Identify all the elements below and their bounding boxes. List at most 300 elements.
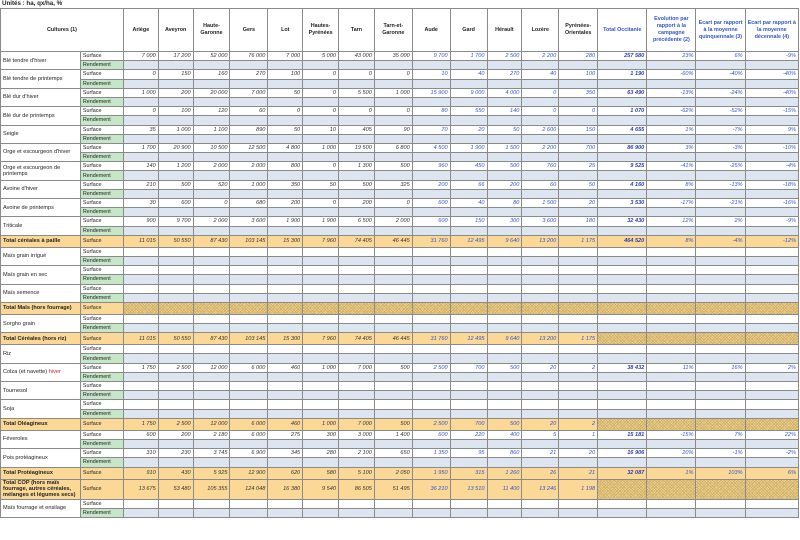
- empty-cell: [696, 499, 745, 508]
- value-cell: 6 500: [339, 217, 375, 226]
- empty-cell: [647, 302, 696, 314]
- value-cell: 9 700: [412, 52, 450, 61]
- value-cell: -4%: [696, 235, 745, 247]
- surface-label: Surface: [80, 333, 123, 345]
- empty-cell: [193, 302, 230, 314]
- empty-cell: [745, 345, 798, 354]
- crop-row: [1, 382, 799, 391]
- empty-cell: [158, 284, 193, 293]
- value-cell: 1 175: [559, 235, 598, 247]
- rendement-cell: [412, 293, 450, 302]
- rendement-label: Rendement: [80, 171, 123, 180]
- value-cell: 1 175: [559, 333, 598, 345]
- value-cell: 910: [123, 467, 158, 479]
- value-cell: 1 750: [123, 363, 158, 372]
- empty-cell: [745, 314, 798, 323]
- empty-cell: [339, 266, 375, 275]
- empty-cell: [303, 400, 339, 409]
- rendement-cell: [230, 354, 268, 363]
- empty-cell: [647, 247, 696, 256]
- empty-cell: [374, 266, 412, 275]
- value-cell: 50 550: [158, 333, 193, 345]
- rendement-cell: [412, 391, 450, 400]
- value-cell: 87 430: [193, 333, 230, 345]
- rendement-cell: [268, 458, 303, 467]
- rendement-cell: [559, 153, 598, 162]
- rendement-cell: [487, 208, 522, 217]
- rendement-cell: [647, 391, 696, 400]
- value-cell: 4 655: [598, 125, 647, 134]
- empty-cell: [450, 302, 487, 314]
- crop-name-text: Blé dur d'hiver: [3, 94, 39, 101]
- value-cell: 80: [487, 199, 522, 208]
- surface-label: Surface: [80, 235, 123, 247]
- rendement-cell: [230, 171, 268, 180]
- crop-row: [1, 125, 799, 134]
- rendement-cell: [230, 372, 268, 381]
- empty-cell: [158, 345, 193, 354]
- value-cell: 150: [158, 70, 193, 79]
- value-cell: 1 070: [598, 107, 647, 116]
- rendement-cell: [559, 354, 598, 363]
- empty-cell: [647, 479, 696, 499]
- header-dept: Gers: [230, 9, 268, 52]
- rendement-cell: [647, 97, 696, 106]
- value-cell: -24%: [696, 88, 745, 97]
- crop-row: [1, 52, 799, 61]
- crop-name-text: Soja: [3, 406, 15, 413]
- value-cell: 1 000: [158, 125, 193, 134]
- rendement-cell: [647, 61, 696, 70]
- value-cell: 280: [303, 449, 339, 458]
- value-cell: 50: [268, 125, 303, 134]
- rendement-row: [1, 208, 799, 217]
- rendement-cell: [487, 275, 522, 284]
- rendement-cell: [158, 171, 193, 180]
- crop-name: [1, 107, 81, 125]
- value-cell: 12 900: [230, 467, 268, 479]
- value-cell: 6 800: [374, 143, 412, 152]
- value-cell: 12 495: [450, 235, 487, 247]
- value-cell: 500: [374, 162, 412, 171]
- rendement-cell: [412, 409, 450, 418]
- value-cell: 21: [522, 449, 559, 458]
- empty-cell: [487, 400, 522, 409]
- rendement-cell: [487, 439, 522, 448]
- empty-cell: [123, 345, 158, 354]
- rendement-cell: [522, 409, 559, 418]
- value-cell: 40: [450, 70, 487, 79]
- rendement-cell: [696, 293, 745, 302]
- rendement-cell: [193, 275, 230, 284]
- value-cell: 1 750: [123, 418, 158, 430]
- rendement-cell: [598, 208, 647, 217]
- surface-label: Surface: [80, 382, 123, 391]
- rendement-cell: [696, 354, 745, 363]
- rendement-cell: [559, 97, 598, 106]
- value-cell: 12 000: [193, 418, 230, 430]
- value-cell: 0: [559, 107, 598, 116]
- value-cell: 1 200: [158, 162, 193, 171]
- crop-row: [1, 266, 799, 275]
- rendement-cell: [303, 208, 339, 217]
- rendement-cell: [123, 439, 158, 448]
- total-row: [1, 479, 799, 499]
- value-cell: 7 000: [268, 52, 303, 61]
- value-cell: 2 600: [522, 125, 559, 134]
- rendement-cell: [339, 226, 375, 235]
- rendement-cell: [487, 293, 522, 302]
- value-cell: 43 000: [339, 52, 375, 61]
- rendement-cell: [230, 275, 268, 284]
- empty-cell: [522, 266, 559, 275]
- crop-name-text: Avoine d'hiver: [3, 186, 38, 193]
- rendement-cell: [696, 208, 745, 217]
- rendement-cell: [647, 79, 696, 88]
- empty-cell: [450, 284, 487, 293]
- header-dept: Tarn: [339, 9, 375, 52]
- rendement-cell: [745, 372, 798, 381]
- value-cell: -10%: [745, 143, 798, 152]
- rendement-cell: [158, 508, 193, 517]
- rendement-cell: [559, 116, 598, 125]
- surface-label: Surface: [80, 217, 123, 226]
- empty-cell: [487, 314, 522, 323]
- value-cell: 16 906: [598, 449, 647, 458]
- value-cell: 600: [412, 430, 450, 439]
- empty-cell: [598, 400, 647, 409]
- rendement-cell: [745, 275, 798, 284]
- empty-cell: [158, 314, 193, 323]
- rendement-cell: [268, 256, 303, 265]
- surface-label: Surface: [80, 314, 123, 323]
- value-cell: 16%: [696, 363, 745, 372]
- value-cell: 5 000: [303, 52, 339, 61]
- header-total: Total Occitanie: [598, 9, 647, 52]
- crop-row: [1, 499, 799, 508]
- value-cell: 0: [522, 107, 559, 116]
- value-cell: 7 000: [339, 418, 375, 430]
- crop-name: [1, 314, 81, 332]
- rendement-cell: [522, 116, 559, 125]
- rendement-cell: [339, 508, 375, 517]
- rendement-cell: [230, 153, 268, 162]
- rendement-cell: [745, 293, 798, 302]
- rendement-cell: [268, 293, 303, 302]
- rendement-cell: [339, 324, 375, 333]
- rendement-label: Rendement: [80, 61, 123, 70]
- rendement-cell: [450, 458, 487, 467]
- rendement-cell: [158, 458, 193, 467]
- value-cell: 12%: [647, 217, 696, 226]
- rendement-cell: [745, 409, 798, 418]
- empty-cell: [745, 284, 798, 293]
- rendement-cell: [559, 372, 598, 381]
- rendement-cell: [745, 97, 798, 106]
- value-cell: 35 000: [374, 52, 412, 61]
- rendement-cell: [487, 458, 522, 467]
- rendement-cell: [412, 372, 450, 381]
- empty-cell: [745, 479, 798, 499]
- value-cell: 6 900: [230, 449, 268, 458]
- value-cell: 230: [158, 449, 193, 458]
- rendement-cell: [123, 293, 158, 302]
- rendement-cell: [647, 226, 696, 235]
- crop-name-text: Maïs semence: [3, 290, 40, 297]
- rendement-cell: [598, 391, 647, 400]
- value-cell: 0: [374, 199, 412, 208]
- rendement-cell: [123, 171, 158, 180]
- rendement-cell: [522, 391, 559, 400]
- empty-cell: [412, 499, 450, 508]
- value-cell: 5 500: [339, 88, 375, 97]
- empty-cell: [598, 418, 647, 430]
- rendement-cell: [647, 293, 696, 302]
- rendement-cell: [522, 61, 559, 70]
- rendement-cell: [374, 275, 412, 284]
- value-cell: 6 000: [230, 418, 268, 430]
- rendement-cell: [230, 508, 268, 517]
- value-cell: 32 430: [598, 217, 647, 226]
- rendement-cell: [158, 134, 193, 143]
- surface-label: Surface: [80, 363, 123, 372]
- empty-cell: [374, 302, 412, 314]
- rendement-cell: [339, 189, 375, 198]
- rendement-label: Rendement: [80, 116, 123, 125]
- rendement-cell: [193, 293, 230, 302]
- value-cell: 95: [450, 449, 487, 458]
- rendement-cell: [487, 508, 522, 517]
- crop-name-text: Féveroles: [3, 436, 28, 443]
- empty-cell: [559, 314, 598, 323]
- rendement-cell: [158, 189, 193, 198]
- value-cell: 1%: [647, 467, 696, 479]
- rendement-cell: [450, 293, 487, 302]
- rendement-cell: [696, 116, 745, 125]
- rendement-cell: [158, 61, 193, 70]
- rendement-cell: [745, 354, 798, 363]
- value-cell: 11%: [647, 363, 696, 372]
- value-cell: 257 580: [598, 52, 647, 61]
- rendement-cell: [339, 79, 375, 88]
- crop-name-text: Blé tendre d'hiver: [3, 57, 47, 64]
- rendement-cell: [339, 409, 375, 418]
- empty-cell: [647, 382, 696, 391]
- value-cell: 16 380: [268, 479, 303, 499]
- value-cell: 2%: [745, 363, 798, 372]
- rendement-cell: [303, 256, 339, 265]
- rendement-cell: [745, 256, 798, 265]
- empty-cell: [696, 247, 745, 256]
- rendement-cell: [696, 226, 745, 235]
- value-cell: 8%: [647, 235, 696, 247]
- rendement-cell: [303, 372, 339, 381]
- rendement-cell: [193, 208, 230, 217]
- empty-cell: [647, 284, 696, 293]
- rendement-cell: [374, 79, 412, 88]
- surface-label: Surface: [80, 284, 123, 293]
- value-cell: -40%: [696, 70, 745, 79]
- value-cell: 860: [487, 449, 522, 458]
- rendement-cell: [268, 372, 303, 381]
- empty-cell: [696, 400, 745, 409]
- crop-row: [1, 314, 799, 323]
- rendement-cell: [522, 458, 559, 467]
- value-cell: 3 600: [522, 217, 559, 226]
- crop-name: [1, 449, 81, 467]
- crop-name-text: Maïs grain en sec: [3, 271, 48, 278]
- value-cell: 620: [268, 467, 303, 479]
- crop-row: [1, 88, 799, 97]
- value-cell: 200: [412, 180, 450, 189]
- rendement-cell: [450, 226, 487, 235]
- rendement-cell: [339, 275, 375, 284]
- empty-cell: [450, 499, 487, 508]
- empty-cell: [559, 382, 598, 391]
- value-cell: 60: [522, 180, 559, 189]
- value-cell: 2: [559, 418, 598, 430]
- value-cell: -40%: [745, 70, 798, 79]
- rendement-row: [1, 409, 799, 418]
- crop-name: [1, 125, 81, 143]
- crop-name: [1, 400, 81, 418]
- header-dept: Lozère: [522, 9, 559, 52]
- value-cell: 1 198: [559, 479, 598, 499]
- empty-cell: [230, 400, 268, 409]
- rendement-cell: [598, 508, 647, 517]
- rendement-row: [1, 256, 799, 265]
- rendement-cell: [123, 391, 158, 400]
- value-cell: 63 490: [598, 88, 647, 97]
- empty-cell: [412, 302, 450, 314]
- empty-cell: [158, 499, 193, 508]
- empty-cell: [339, 499, 375, 508]
- empty-cell: [696, 333, 745, 345]
- rendement-cell: [158, 409, 193, 418]
- rendement-cell: [268, 208, 303, 217]
- rendement-cell: [559, 134, 598, 143]
- value-cell: 2 000: [374, 217, 412, 226]
- crop-name: [1, 467, 81, 479]
- rendement-cell: [522, 508, 559, 517]
- value-cell: 300: [487, 217, 522, 226]
- rendement-cell: [745, 226, 798, 235]
- rendement-cell: [647, 134, 696, 143]
- rendement-cell: [193, 439, 230, 448]
- crop-name-text: Avoine de printemps: [3, 204, 54, 211]
- rendement-cell: [268, 134, 303, 143]
- crop-row: [1, 430, 799, 439]
- value-cell: 160: [193, 70, 230, 79]
- value-cell: 6 000: [230, 430, 268, 439]
- value-cell: 1 000: [374, 88, 412, 97]
- value-cell: 700: [559, 143, 598, 152]
- value-cell: 2 200: [522, 143, 559, 152]
- empty-cell: [696, 418, 745, 430]
- empty-cell: [230, 314, 268, 323]
- crop-name-text: Seigle: [3, 131, 19, 138]
- value-cell: 2 000: [193, 162, 230, 171]
- rendement-cell: [193, 116, 230, 125]
- rendement-cell: [123, 372, 158, 381]
- crop-name: [1, 430, 81, 448]
- empty-cell: [158, 382, 193, 391]
- value-cell: 11 400: [487, 479, 522, 499]
- empty-cell: [230, 247, 268, 256]
- value-cell: 464 520: [598, 235, 647, 247]
- total-row: [1, 235, 799, 247]
- header-quinq: Ecart par rapport à la moyenne quinquennale (3): [696, 9, 745, 52]
- total-row: [1, 302, 799, 314]
- empty-cell: [374, 314, 412, 323]
- empty-cell: [374, 382, 412, 391]
- value-cell: -21%: [696, 199, 745, 208]
- rendement-cell: [412, 116, 450, 125]
- rendement-cell: [487, 189, 522, 198]
- value-cell: 7 000: [339, 363, 375, 372]
- surface-label: Surface: [80, 162, 123, 171]
- rendement-cell: [123, 153, 158, 162]
- value-cell: -9%: [745, 217, 798, 226]
- rendement-cell: [303, 153, 339, 162]
- value-cell: -25%: [696, 162, 745, 171]
- empty-cell: [647, 266, 696, 275]
- rendement-cell: [268, 226, 303, 235]
- rendement-cell: [647, 275, 696, 284]
- empty-cell: [522, 400, 559, 409]
- value-cell: 76 000: [230, 52, 268, 61]
- empty-cell: [123, 284, 158, 293]
- rendement-cell: [158, 439, 193, 448]
- rendement-cell: [522, 226, 559, 235]
- rendement-cell: [522, 208, 559, 217]
- rendement-cell: [522, 354, 559, 363]
- empty-cell: [559, 345, 598, 354]
- rendement-label: Rendement: [80, 189, 123, 198]
- empty-cell: [450, 345, 487, 354]
- value-cell: 2 500: [412, 363, 450, 372]
- value-cell: 1 400: [374, 430, 412, 439]
- rendement-cell: [559, 293, 598, 302]
- empty-cell: [598, 382, 647, 391]
- empty-cell: [374, 499, 412, 508]
- surface-label: Surface: [80, 125, 123, 134]
- rendement-cell: [339, 439, 375, 448]
- rendement-cell: [123, 354, 158, 363]
- rendement-cell: [339, 256, 375, 265]
- value-cell: 38 432: [598, 363, 647, 372]
- value-cell: 650: [374, 449, 412, 458]
- rendement-cell: [598, 153, 647, 162]
- rendement-cell: [487, 391, 522, 400]
- rendement-row: [1, 97, 799, 106]
- value-cell: 20: [559, 199, 598, 208]
- rendement-cell: [412, 275, 450, 284]
- value-cell: -9%: [745, 52, 798, 61]
- rendement-cell: [598, 293, 647, 302]
- value-cell: 12 500: [230, 143, 268, 152]
- empty-cell: [745, 499, 798, 508]
- rendement-cell: [450, 372, 487, 381]
- value-cell: 66: [450, 180, 487, 189]
- value-cell: 9 525: [598, 162, 647, 171]
- rendement-cell: [487, 116, 522, 125]
- empty-cell: [559, 266, 598, 275]
- rendement-cell: [647, 508, 696, 517]
- crop-name: [1, 199, 81, 217]
- rendement-cell: [230, 208, 268, 217]
- surface-label: Surface: [80, 345, 123, 354]
